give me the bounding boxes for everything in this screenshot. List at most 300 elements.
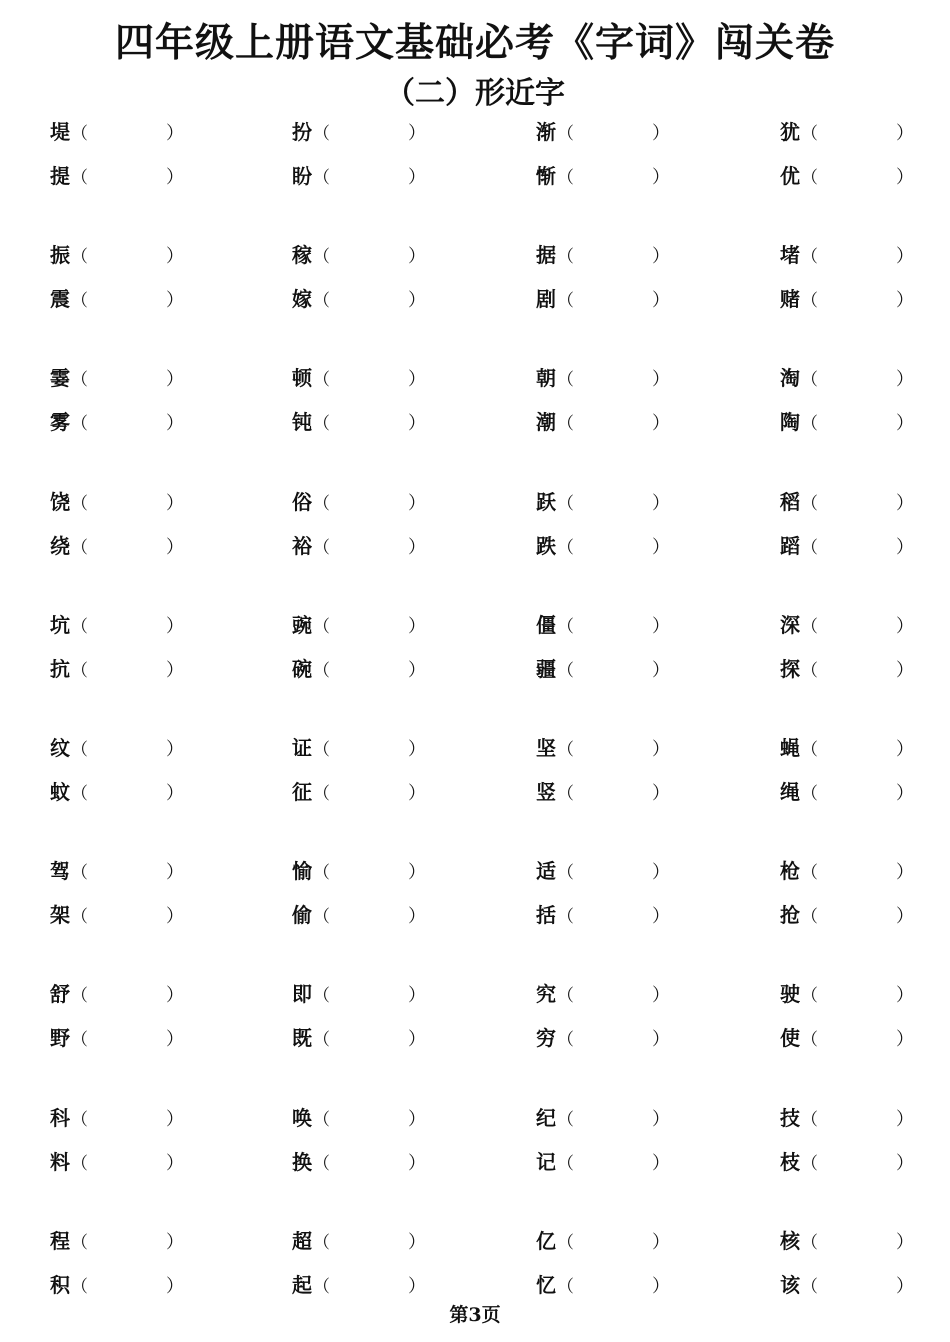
char-blank-item — [536, 162, 670, 190]
char-blank-item — [292, 408, 426, 436]
char-blank-item — [292, 655, 426, 683]
char-blank-item — [292, 1104, 426, 1132]
character: 蚊 — [50, 780, 70, 804]
open-paren: （ — [71, 1276, 88, 1297]
open-paren: （ — [801, 168, 818, 188]
close-paren: ） — [166, 369, 184, 391]
char-blank-item — [292, 980, 426, 1008]
char-blank-item — [292, 1271, 426, 1299]
close-paren: ） — [896, 290, 914, 312]
char-blank-item — [292, 241, 426, 269]
open-paren: （ — [71, 537, 88, 558]
char-blank-item — [780, 162, 914, 190]
close-paren: ） — [166, 1029, 184, 1051]
open-paren: （ — [71, 1030, 88, 1051]
close-paren: ） — [652, 1108, 670, 1130]
char-blank-item — [50, 611, 184, 639]
close-paren: ） — [408, 985, 426, 1007]
char-blank-item — [536, 118, 670, 146]
character: 碗 — [292, 656, 312, 681]
character: 记 — [536, 1149, 556, 1174]
close-paren: ） — [652, 739, 670, 760]
open-paren: （ — [801, 370, 818, 391]
close-paren: ） — [408, 246, 426, 268]
character: 忆 — [536, 1272, 556, 1297]
character: 犹 — [780, 120, 800, 144]
close-paren: ） — [896, 536, 914, 558]
close-paren: ） — [896, 739, 914, 760]
char-blank-item — [536, 408, 670, 436]
char-blank-item — [780, 611, 914, 639]
char-blank-item — [292, 778, 426, 806]
close-paren: ） — [166, 123, 184, 144]
character: 证 — [292, 736, 312, 760]
character: 提 — [50, 164, 70, 188]
character: 架 — [50, 903, 70, 928]
character: 震 — [50, 287, 70, 312]
open-paren: （ — [313, 1153, 330, 1174]
char-blank-item — [536, 778, 670, 806]
character: 科 — [50, 1105, 70, 1130]
char-blank-item — [780, 364, 914, 392]
close-paren: ） — [896, 1152, 914, 1174]
character: 蝇 — [780, 736, 800, 760]
character: 偷 — [292, 903, 312, 928]
close-paren: ） — [896, 413, 914, 435]
char-blank-item — [50, 408, 184, 436]
character: 适 — [536, 859, 556, 884]
open-paren: （ — [801, 537, 818, 558]
char-blank-item — [292, 734, 426, 762]
character: 淘 — [780, 366, 800, 391]
character: 括 — [536, 903, 556, 928]
char-blank-item — [50, 655, 184, 683]
open-paren: （ — [313, 168, 330, 188]
character: 跃 — [536, 489, 556, 514]
open-paren: （ — [313, 1030, 330, 1051]
character: 赌 — [780, 287, 800, 312]
close-paren: ） — [896, 659, 914, 681]
open-paren: （ — [801, 784, 818, 804]
open-paren: （ — [313, 124, 330, 144]
character: 积 — [50, 1272, 70, 1297]
character: 坑 — [50, 612, 70, 637]
character: 盼 — [292, 164, 312, 188]
char-blank-item — [536, 488, 670, 516]
character: 亿 — [536, 1228, 556, 1253]
open-paren: （ — [313, 740, 330, 760]
character: 嫁 — [292, 287, 312, 312]
close-paren: ） — [896, 167, 914, 188]
close-paren: ） — [408, 739, 426, 760]
char-blank-item — [50, 1148, 184, 1176]
close-paren: ） — [652, 413, 670, 435]
open-paren: （ — [801, 986, 818, 1007]
close-paren: ） — [652, 1029, 670, 1051]
close-paren: ） — [896, 123, 914, 144]
character: 坚 — [536, 736, 556, 760]
character: 抢 — [780, 903, 800, 928]
open-paren: （ — [71, 247, 88, 268]
char-blank-item — [536, 364, 670, 392]
open-paren: （ — [801, 660, 818, 681]
close-paren: ） — [408, 1152, 426, 1174]
open-paren: （ — [557, 863, 574, 884]
close-paren: ） — [896, 985, 914, 1007]
open-paren: （ — [313, 784, 330, 804]
char-blank-item — [780, 1227, 914, 1255]
character: 剧 — [536, 287, 556, 312]
character: 驶 — [780, 982, 800, 1007]
character: 抗 — [50, 656, 70, 681]
character: 蹈 — [780, 533, 800, 558]
close-paren: ） — [896, 1275, 914, 1297]
close-paren: ） — [408, 413, 426, 435]
page-title: 四年级上册语文基础必考《字词》闯关卷 — [114, 20, 835, 66]
character: 俗 — [292, 489, 312, 514]
open-paren: （ — [313, 907, 330, 928]
character: 潮 — [536, 410, 556, 435]
close-paren: ） — [896, 1029, 914, 1051]
close-paren: ） — [408, 536, 426, 558]
character: 即 — [292, 982, 312, 1007]
open-paren: （ — [71, 124, 88, 144]
char-blank-item — [536, 1271, 670, 1299]
char-blank-item — [780, 778, 914, 806]
open-paren: （ — [801, 1109, 818, 1130]
open-paren: （ — [71, 616, 88, 637]
character: 枪 — [780, 859, 800, 884]
character: 该 — [780, 1272, 800, 1297]
open-paren: （ — [313, 660, 330, 681]
open-paren: （ — [71, 370, 88, 391]
close-paren: ） — [408, 1231, 426, 1253]
char-blank-item — [780, 857, 914, 885]
char-blank-item — [780, 118, 914, 146]
close-paren: ） — [652, 1275, 670, 1297]
close-paren: ） — [166, 246, 184, 268]
character: 惭 — [536, 164, 556, 188]
char-blank-item — [536, 734, 670, 762]
open-paren: （ — [557, 291, 574, 312]
open-paren: （ — [557, 1109, 574, 1130]
char-blank-item — [292, 901, 426, 929]
close-paren: ） — [408, 167, 426, 188]
open-paren: （ — [557, 537, 574, 558]
close-paren: ） — [652, 659, 670, 681]
char-blank-item — [536, 241, 670, 269]
open-paren: （ — [313, 616, 330, 637]
close-paren: ） — [896, 492, 914, 514]
open-paren: （ — [71, 1232, 88, 1253]
character: 雾 — [50, 410, 70, 435]
open-paren: （ — [71, 168, 88, 188]
close-paren: ） — [408, 659, 426, 681]
character: 料 — [50, 1149, 70, 1174]
character: 竖 — [536, 780, 556, 804]
character: 技 — [780, 1105, 800, 1130]
close-paren: ） — [652, 1231, 670, 1253]
char-blank-item — [292, 1227, 426, 1255]
open-paren: （ — [557, 986, 574, 1007]
char-blank-item — [50, 241, 184, 269]
open-paren: （ — [313, 1109, 330, 1130]
char-blank-item — [50, 1271, 184, 1299]
open-paren: （ — [313, 537, 330, 558]
char-blank-item — [780, 532, 914, 560]
char-blank-item — [292, 857, 426, 885]
close-paren: ） — [652, 862, 670, 884]
character: 穷 — [536, 1026, 556, 1051]
char-blank-item — [50, 285, 184, 313]
character: 扮 — [292, 120, 312, 144]
char-blank-item — [536, 611, 670, 639]
character: 绳 — [780, 780, 800, 804]
close-paren: ） — [652, 1152, 670, 1174]
char-blank-item — [50, 734, 184, 762]
open-paren: （ — [313, 493, 330, 514]
character: 顿 — [292, 366, 312, 391]
char-blank-item — [536, 285, 670, 313]
char-blank-item — [292, 532, 426, 560]
open-paren: （ — [801, 414, 818, 435]
close-paren: ） — [408, 492, 426, 514]
close-paren: ） — [166, 1108, 184, 1130]
character: 深 — [780, 612, 800, 637]
open-paren: （ — [313, 1276, 330, 1297]
character: 饶 — [50, 489, 70, 514]
close-paren: ） — [166, 167, 184, 188]
character: 稼 — [292, 243, 312, 268]
close-paren: ） — [408, 290, 426, 312]
char-blank-item — [780, 1104, 914, 1132]
open-paren: （ — [557, 124, 574, 144]
close-paren: ） — [166, 413, 184, 435]
open-paren: （ — [71, 291, 88, 312]
open-paren: （ — [557, 616, 574, 637]
open-paren: （ — [313, 370, 330, 391]
char-blank-item — [50, 778, 184, 806]
close-paren: ） — [896, 906, 914, 928]
char-blank-item — [536, 857, 670, 885]
char-blank-item — [292, 488, 426, 516]
char-blank-item — [50, 1104, 184, 1132]
character: 钝 — [292, 410, 312, 435]
character: 豌 — [292, 612, 312, 637]
close-paren: ） — [896, 615, 914, 637]
character: 探 — [780, 656, 800, 681]
character: 究 — [536, 982, 556, 1007]
open-paren: （ — [557, 1276, 574, 1297]
char-blank-item — [50, 488, 184, 516]
character: 唤 — [292, 1105, 312, 1130]
character: 换 — [292, 1149, 312, 1174]
character: 陶 — [780, 410, 800, 435]
open-paren: （ — [71, 493, 88, 514]
close-paren: ） — [166, 985, 184, 1007]
close-paren: ） — [166, 783, 184, 804]
char-blank-item — [50, 118, 184, 146]
open-paren: （ — [801, 1153, 818, 1174]
close-paren: ） — [166, 536, 184, 558]
open-paren: （ — [801, 291, 818, 312]
char-blank-item — [292, 285, 426, 313]
close-paren: ） — [652, 369, 670, 391]
char-blank-item — [780, 655, 914, 683]
character: 愉 — [292, 859, 312, 884]
char-blank-item — [780, 488, 914, 516]
open-paren: （ — [71, 784, 88, 804]
character: 起 — [292, 1272, 312, 1297]
character: 野 — [50, 1026, 70, 1051]
char-blank-item — [780, 241, 914, 269]
open-paren: （ — [557, 740, 574, 760]
open-paren: （ — [313, 986, 330, 1007]
open-paren: （ — [71, 1109, 88, 1130]
open-paren: （ — [313, 291, 330, 312]
close-paren: ） — [896, 862, 914, 884]
character: 舒 — [50, 982, 70, 1007]
character: 渐 — [536, 120, 556, 144]
open-paren: （ — [71, 660, 88, 681]
char-blank-item — [50, 532, 184, 560]
close-paren: ） — [652, 783, 670, 804]
close-paren: ） — [408, 1029, 426, 1051]
char-blank-item — [50, 364, 184, 392]
close-paren: ） — [166, 492, 184, 514]
char-blank-item — [536, 1024, 670, 1052]
close-paren: ） — [166, 615, 184, 637]
open-paren: （ — [801, 124, 818, 144]
char-blank-item — [50, 857, 184, 885]
open-paren: （ — [71, 414, 88, 435]
close-paren: ） — [652, 123, 670, 144]
open-paren: （ — [557, 168, 574, 188]
open-paren: （ — [557, 1232, 574, 1253]
character: 霎 — [50, 366, 70, 391]
close-paren: ） — [166, 906, 184, 928]
character: 朝 — [536, 366, 556, 391]
close-paren: ） — [408, 906, 426, 928]
close-paren: ） — [166, 1275, 184, 1297]
char-blank-item — [780, 901, 914, 929]
char-blank-item — [292, 1148, 426, 1176]
close-paren: ） — [166, 659, 184, 681]
char-blank-item — [292, 162, 426, 190]
close-paren: ） — [896, 1108, 914, 1130]
open-paren: （ — [557, 907, 574, 928]
char-blank-item — [536, 980, 670, 1008]
char-blank-item — [536, 1227, 670, 1255]
open-paren: （ — [557, 660, 574, 681]
character: 跌 — [536, 533, 556, 558]
open-paren: （ — [801, 616, 818, 637]
character: 裕 — [292, 533, 312, 558]
open-paren: （ — [801, 1232, 818, 1253]
close-paren: ） — [652, 615, 670, 637]
character: 据 — [536, 243, 556, 268]
close-paren: ） — [408, 1275, 426, 1297]
close-paren: ） — [652, 906, 670, 928]
char-blank-item — [50, 1024, 184, 1052]
char-blank-item — [780, 980, 914, 1008]
character: 优 — [780, 164, 800, 188]
char-blank-item — [292, 364, 426, 392]
char-blank-item — [50, 901, 184, 929]
open-paren: （ — [71, 907, 88, 928]
char-blank-item — [780, 1148, 914, 1176]
open-paren: （ — [801, 863, 818, 884]
character: 纪 — [536, 1105, 556, 1130]
close-paren: ） — [166, 1231, 184, 1253]
close-paren: ） — [166, 739, 184, 760]
section-subtitle: （二）形近字 — [385, 76, 565, 111]
open-paren: （ — [313, 863, 330, 884]
close-paren: ） — [652, 290, 670, 312]
char-blank-item — [780, 1024, 914, 1052]
close-paren: ） — [652, 492, 670, 514]
char-blank-item — [292, 1024, 426, 1052]
char-blank-item — [536, 532, 670, 560]
character: 既 — [292, 1026, 312, 1051]
character: 纹 — [50, 736, 70, 760]
open-paren: （ — [557, 784, 574, 804]
char-blank-item — [292, 611, 426, 639]
char-blank-item — [50, 980, 184, 1008]
close-paren: ） — [896, 369, 914, 391]
open-paren: （ — [801, 493, 818, 514]
close-paren: ） — [896, 246, 914, 268]
close-paren: ） — [652, 985, 670, 1007]
open-paren: （ — [71, 986, 88, 1007]
open-paren: （ — [801, 247, 818, 268]
open-paren: （ — [801, 740, 818, 760]
character: 核 — [780, 1228, 800, 1253]
open-paren: （ — [801, 1030, 818, 1051]
char-blank-item — [50, 1227, 184, 1255]
char-blank-item — [780, 734, 914, 762]
char-blank-item — [780, 1271, 914, 1299]
open-paren: （ — [71, 1153, 88, 1174]
character: 绕 — [50, 533, 70, 558]
close-paren: ） — [896, 1231, 914, 1253]
close-paren: ） — [166, 1152, 184, 1174]
close-paren: ） — [652, 246, 670, 268]
character: 堤 — [50, 120, 70, 144]
open-paren: （ — [313, 414, 330, 435]
close-paren: ） — [166, 290, 184, 312]
close-paren: ） — [652, 536, 670, 558]
close-paren: ） — [408, 862, 426, 884]
close-paren: ） — [408, 1108, 426, 1130]
page-number: 第3页 — [449, 1304, 501, 1326]
char-blank-item — [536, 655, 670, 683]
close-paren: ） — [408, 783, 426, 804]
char-blank-item — [536, 1104, 670, 1132]
open-paren: （ — [557, 370, 574, 391]
character: 堵 — [780, 243, 800, 268]
character: 疆 — [536, 656, 556, 681]
open-paren: （ — [801, 1276, 818, 1297]
open-paren: （ — [71, 740, 88, 760]
open-paren: （ — [557, 247, 574, 268]
character: 征 — [292, 780, 312, 804]
open-paren: （ — [557, 1030, 574, 1051]
close-paren: ） — [896, 783, 914, 804]
char-blank-item — [536, 1148, 670, 1176]
open-paren: （ — [71, 863, 88, 884]
open-paren: （ — [557, 414, 574, 435]
